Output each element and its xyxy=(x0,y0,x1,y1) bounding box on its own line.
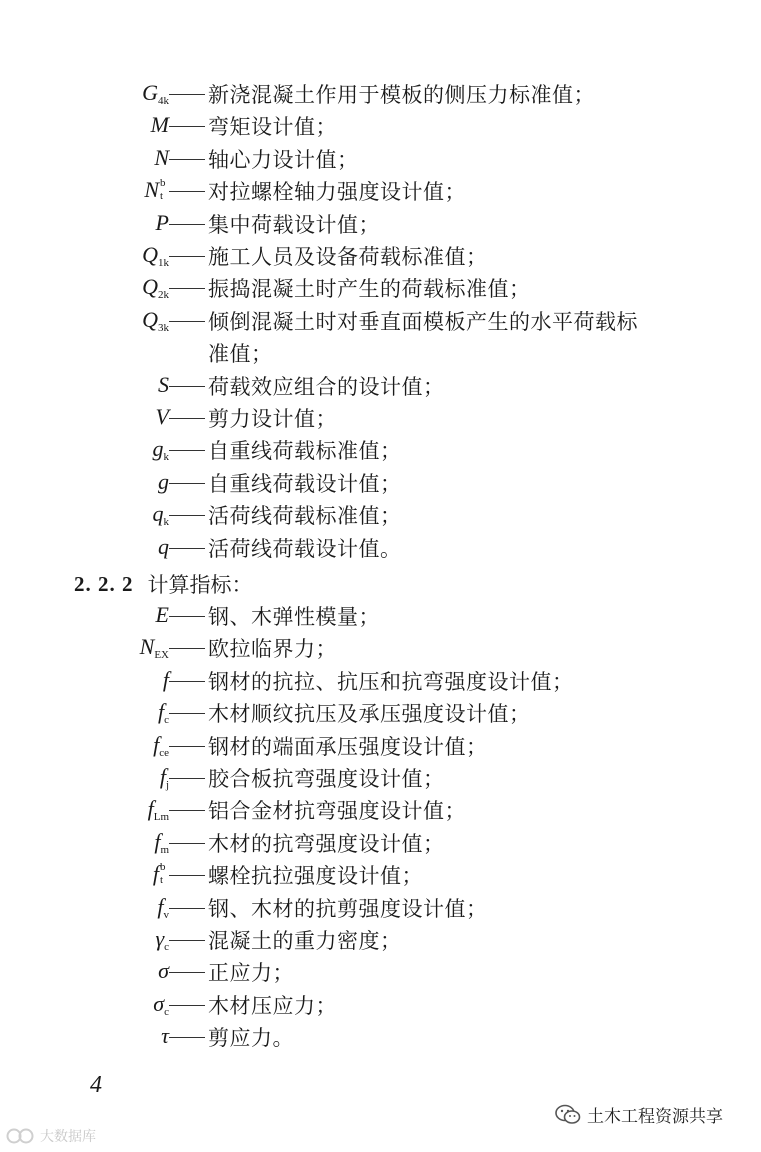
symbol xyxy=(142,307,169,333)
em-dash xyxy=(169,681,205,682)
symbol-row xyxy=(0,467,761,499)
symbol-row xyxy=(0,632,761,664)
em-dash xyxy=(169,386,205,387)
symbol-base: Q xyxy=(142,306,158,332)
symbol-subscript: EX xyxy=(154,649,169,662)
section-title: 计算指标： xyxy=(147,573,253,597)
symbol-base: N xyxy=(139,634,155,660)
symbol-base: f xyxy=(162,666,169,692)
symbol-description: 螺栓抗拉强度设计值； xyxy=(208,864,423,889)
symbol-row xyxy=(0,827,761,859)
symbol-row xyxy=(0,665,761,697)
symbol-row xyxy=(0,370,761,402)
symbol-description: 轴心力设计值； xyxy=(208,147,359,172)
symbol-row xyxy=(0,924,761,956)
symbol-base: q xyxy=(158,533,169,559)
symbol xyxy=(148,796,169,822)
symbol-description: 正应力； xyxy=(208,961,294,986)
em-dash xyxy=(169,940,205,941)
symbol-description: 木材压应力； xyxy=(208,993,337,1018)
symbol xyxy=(156,210,169,236)
em-dash xyxy=(169,843,205,844)
symbol-row xyxy=(0,78,761,110)
symbol-subscript: m xyxy=(160,843,169,856)
symbol-description: 钢、木材的抗剪强度设计值； xyxy=(208,896,488,921)
em-dash xyxy=(169,713,205,714)
symbol-description: 倾倒混凝土时对垂直面模板产生的水平荷载标 xyxy=(208,309,638,334)
symbol-row xyxy=(0,272,761,304)
symbol xyxy=(156,404,169,430)
symbol xyxy=(158,372,169,398)
symbol xyxy=(140,634,169,660)
em-dash xyxy=(169,746,205,747)
symbol-subscript: Lm xyxy=(153,811,169,824)
symbol-base: N xyxy=(154,144,169,170)
em-dash xyxy=(169,159,205,160)
em-dash xyxy=(169,224,205,225)
em-dash xyxy=(169,616,205,617)
symbol-row xyxy=(0,762,761,794)
symbol-base: τ xyxy=(161,1023,169,1049)
em-dash xyxy=(169,450,205,451)
symbol-description: 钢、木弹性模量； xyxy=(208,605,380,629)
symbol-subscript: t xyxy=(160,190,164,203)
symbol-description: 活荷线荷载标准值； xyxy=(208,504,402,529)
symbol-row xyxy=(0,956,761,988)
section-number: 2. 2. 2 xyxy=(74,571,134,596)
symbol-base: E xyxy=(155,602,169,627)
symbol-subscript: c xyxy=(164,941,169,953)
symbol-base: G xyxy=(142,80,158,105)
symbol-description: 荷载效应组合的设计值； xyxy=(208,374,445,399)
symbol-subscript: j xyxy=(165,779,169,791)
symbol-row xyxy=(0,600,761,632)
symbol-index-stack xyxy=(159,177,169,203)
em-dash xyxy=(169,483,205,484)
symbol-base: f xyxy=(153,731,160,757)
symbol-subscript: 2k xyxy=(158,289,169,302)
symbol-description: 自重线荷载设计值； xyxy=(208,471,402,496)
symbol-superscript: b xyxy=(160,177,166,190)
symbol-base: Q xyxy=(142,274,158,300)
watermark-right-text: 土木工程资源共享 xyxy=(587,1107,723,1127)
symbol-subscript: v xyxy=(163,908,169,921)
symbol-base: q xyxy=(152,501,164,527)
symbol-base: σ xyxy=(153,990,165,1016)
symbol-description: 剪力设计值； xyxy=(208,407,337,431)
symbol-description: 集中荷载设计值； xyxy=(208,212,380,237)
symbol-base: γ xyxy=(155,926,165,951)
symbol xyxy=(158,699,169,725)
symbol-base: P xyxy=(155,209,169,235)
symbol-base: S xyxy=(158,371,169,397)
em-dash xyxy=(169,875,205,876)
symbol xyxy=(142,274,169,300)
em-dash xyxy=(169,908,205,909)
em-dash xyxy=(169,191,205,192)
symbol-base: f xyxy=(159,764,166,789)
logo-icon xyxy=(6,1127,36,1145)
symbol xyxy=(153,861,169,887)
symbol-base: g xyxy=(158,468,169,494)
symbol-description: 活荷线荷载设计值。 xyxy=(208,536,402,561)
em-dash xyxy=(169,810,205,811)
symbol-superscript: b xyxy=(160,861,166,874)
symbol-description: 铝合金材抗弯强度设计值； xyxy=(208,799,466,824)
symbol xyxy=(151,112,169,138)
symbol-description: 混凝土的重力密度； xyxy=(208,929,402,953)
symbol xyxy=(142,242,169,268)
symbol-description: 对拉螺栓轴力强度设计值； xyxy=(208,180,466,205)
symbol xyxy=(142,80,169,106)
symbol-row xyxy=(0,434,761,466)
symbol xyxy=(158,958,169,984)
symbol xyxy=(160,764,169,790)
symbol xyxy=(161,1023,169,1049)
symbol xyxy=(153,991,169,1017)
symbol xyxy=(154,145,169,171)
watermark-left xyxy=(6,1126,96,1146)
symbol-description: 钢材的端面承压强度设计值； xyxy=(208,734,488,759)
symbol-row xyxy=(0,110,761,142)
page-number: 4 xyxy=(90,1072,102,1098)
symbol-row xyxy=(0,989,761,1021)
symbol-description: 钢材的抗拉、抗压和抗弯强度设计值； xyxy=(208,669,574,694)
symbol-base: M xyxy=(150,112,169,138)
em-dash xyxy=(169,1005,205,1006)
symbol-row xyxy=(0,402,761,434)
em-dash xyxy=(169,126,205,127)
symbol xyxy=(153,732,169,758)
symbol-description: 木材的抗弯强度设计值； xyxy=(208,831,445,856)
symbol-description: 振捣混凝土时产生的荷载标准值； xyxy=(208,277,531,302)
symbol-subscript: 1k xyxy=(158,257,169,269)
symbol-subscript: 3k xyxy=(158,321,169,334)
symbol-description: 自重线荷载标准值； xyxy=(208,439,402,464)
symbol-subscript: t xyxy=(160,874,164,887)
symbol xyxy=(155,926,169,952)
symbol-row xyxy=(0,1021,761,1053)
symbol-subscript: 4k xyxy=(158,95,169,107)
symbol-row xyxy=(0,143,761,175)
symbol-base: f xyxy=(157,699,165,725)
em-dash xyxy=(169,256,205,257)
symbol-base: σ xyxy=(158,958,169,984)
symbol-base: f xyxy=(157,893,164,919)
symbol xyxy=(158,469,169,495)
symbol-row xyxy=(0,240,761,272)
symbol-row xyxy=(0,305,761,337)
symbol-subscript: c xyxy=(164,1005,169,1018)
em-dash xyxy=(169,1037,205,1038)
em-dash xyxy=(169,321,205,322)
em-dash xyxy=(169,972,205,973)
symbol-description: 弯矩设计值； xyxy=(208,115,337,140)
em-dash xyxy=(169,288,205,289)
symbol-base: f xyxy=(147,796,154,822)
symbol-description: 欧拉临界力； xyxy=(208,637,337,662)
symbol-row xyxy=(0,697,761,729)
symbol-base: f xyxy=(154,828,161,854)
em-dash xyxy=(169,548,205,549)
symbol-row xyxy=(0,175,761,207)
em-dash xyxy=(169,94,205,95)
symbol-row-continuation xyxy=(0,337,761,369)
symbol-base: g xyxy=(152,436,164,462)
symbol-row xyxy=(0,532,761,564)
symbol-description: 剪应力。 xyxy=(208,1026,294,1051)
symbol-row xyxy=(0,499,761,531)
symbol-row xyxy=(0,794,761,826)
symbol xyxy=(158,534,169,560)
em-dash xyxy=(169,778,205,779)
symbol-row xyxy=(0,892,761,924)
symbol-subscript: k xyxy=(163,516,169,529)
watermark-right xyxy=(555,1102,723,1127)
symbol-description: 木材顺纹抗压及承压强度设计值； xyxy=(208,702,531,727)
symbol-base: Q xyxy=(142,242,158,267)
em-dash xyxy=(169,515,205,516)
wechat-icon xyxy=(555,1104,581,1126)
symbol-row xyxy=(0,730,761,762)
symbol-description: 胶合板抗弯强度设计值； xyxy=(208,767,445,791)
symbol-description: 施工人员及设备荷载标准值； xyxy=(208,245,488,269)
symbol-index-stack xyxy=(159,861,169,887)
symbol xyxy=(156,602,169,628)
symbol xyxy=(144,177,169,203)
symbol-subscript: k xyxy=(163,451,169,464)
symbol-subscript: c xyxy=(164,714,169,727)
section-heading xyxy=(74,568,253,600)
symbol xyxy=(163,667,169,693)
symbol-base: N xyxy=(144,177,159,203)
symbol xyxy=(157,894,169,920)
symbol xyxy=(154,829,169,855)
em-dash xyxy=(169,648,205,649)
symbol-description: 新浇混凝土作用于模板的侧压力标准值； xyxy=(208,83,595,107)
em-dash xyxy=(169,418,205,419)
symbol-row xyxy=(0,208,761,240)
symbol-base: f xyxy=(152,861,159,887)
symbol-row xyxy=(0,859,761,891)
symbol-description-continuation: 准值； xyxy=(208,342,273,367)
symbol-base: V xyxy=(155,404,169,429)
watermark-left-text: 大数据库 xyxy=(40,1129,96,1145)
symbol xyxy=(153,436,170,462)
symbol-subscript: ce xyxy=(159,746,169,759)
symbol xyxy=(153,501,170,527)
